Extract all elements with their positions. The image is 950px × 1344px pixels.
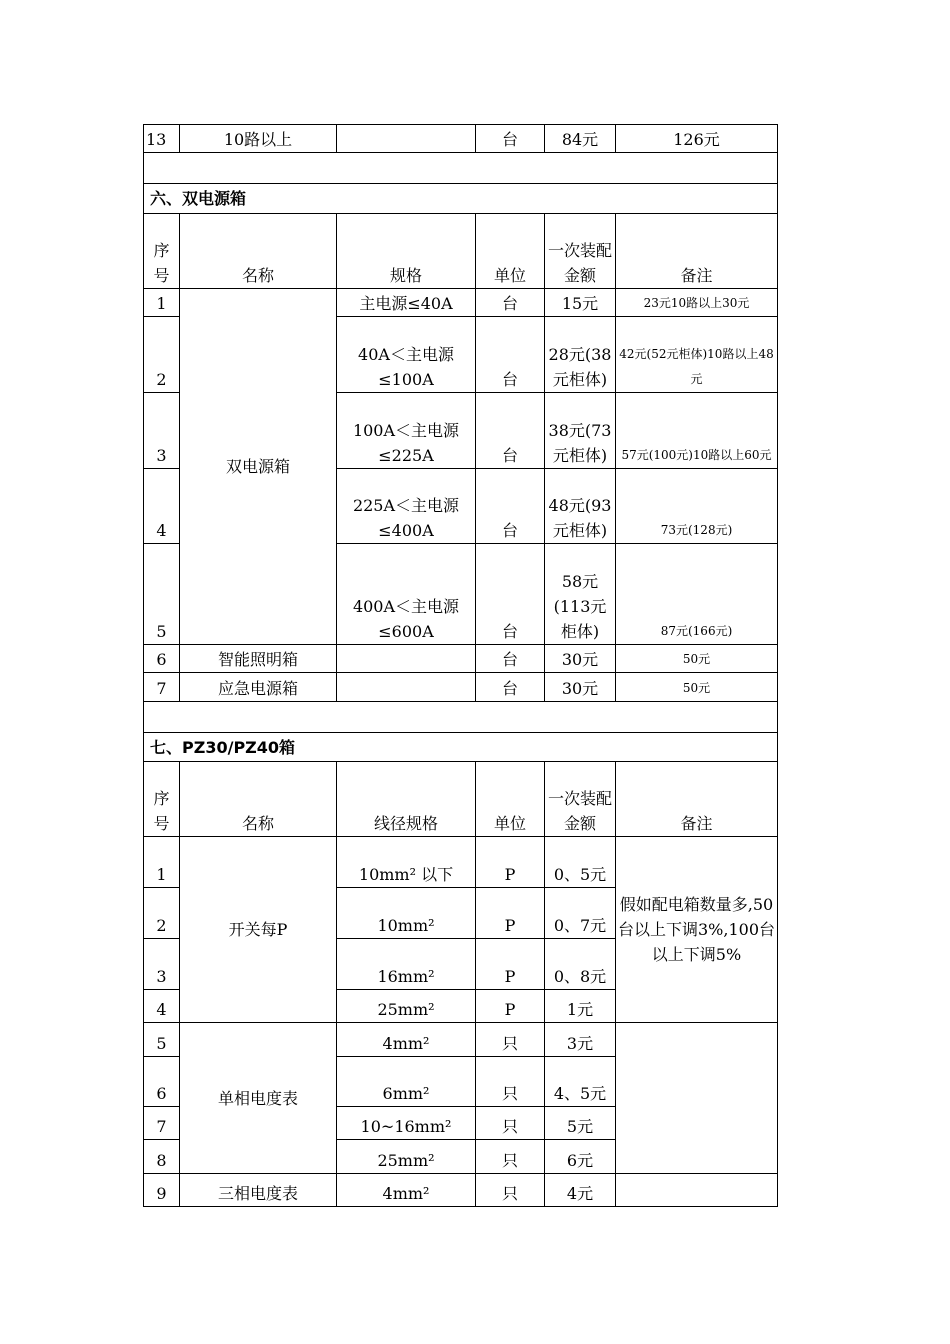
item-note: 57元(100元)10路以上60元	[616, 393, 778, 469]
row-number: 13	[144, 125, 180, 153]
table-row	[144, 673, 778, 702]
item-price: 0、5元	[545, 837, 616, 888]
item-unit: 只	[476, 1107, 545, 1140]
item-unit: 只	[476, 1023, 545, 1057]
item-unit: 只	[476, 1174, 545, 1207]
row-number: 6	[144, 645, 180, 673]
item-unit: 台	[476, 544, 545, 645]
item-spec: 10~16mm²	[337, 1107, 476, 1140]
header-note: 备注	[616, 214, 778, 289]
row-number: 3	[144, 939, 180, 990]
group-name: 单相电度表	[180, 1023, 337, 1174]
item-note: 50元	[616, 645, 778, 673]
item-spec: 6mm²	[337, 1057, 476, 1107]
table-row	[144, 837, 778, 888]
table-row	[144, 125, 778, 153]
item-unit: P	[476, 990, 545, 1023]
row-number: 7	[144, 1107, 180, 1140]
item-price: 84元	[545, 125, 616, 153]
item-price: 38元(73元柜体)	[545, 393, 616, 469]
item-price: 58元(113元柜体)	[545, 544, 616, 645]
item-spec: 主电源≤40A	[337, 289, 476, 317]
item-unit: P	[476, 888, 545, 939]
item-spec: 10mm²	[337, 888, 476, 939]
header-unit: 单位	[476, 762, 545, 837]
price-table-page	[143, 124, 777, 1207]
item-price: 5元	[545, 1107, 616, 1140]
item-unit: 台	[476, 645, 545, 673]
table-row	[144, 645, 778, 673]
item-spec: 4mm²	[337, 1023, 476, 1057]
section-title-row	[144, 184, 778, 214]
item-unit: 台	[476, 317, 545, 393]
header-price: 一次装配金额	[545, 762, 616, 837]
item-price: 6元	[545, 1140, 616, 1174]
spacer-row	[144, 702, 778, 733]
section-title-row	[144, 733, 778, 762]
item-note: 50元	[616, 673, 778, 702]
section-title: 六、双电源箱	[144, 184, 778, 214]
row-number: 6	[144, 1057, 180, 1107]
row-number: 1	[144, 289, 180, 317]
item-spec	[337, 645, 476, 673]
item-name: 智能照明箱	[180, 645, 337, 673]
section-title: 七、PZ30/PZ40箱	[144, 733, 778, 762]
table-row	[144, 1023, 778, 1057]
header-unit: 单位	[476, 214, 545, 289]
item-price: 4元	[545, 1174, 616, 1207]
item-price: 30元	[545, 673, 616, 702]
item-price: 0、7元	[545, 888, 616, 939]
item-price: 4、5元	[545, 1057, 616, 1107]
header-row	[144, 762, 778, 837]
item-spec: 4mm²	[337, 1174, 476, 1207]
row-number: 4	[144, 469, 180, 544]
price-table	[143, 124, 778, 1207]
header-no: 序号	[144, 214, 180, 289]
spacer-row	[144, 153, 778, 184]
item-price: 30元	[545, 645, 616, 673]
header-note: 备注	[616, 762, 778, 837]
item-spec	[337, 125, 476, 153]
item-note	[616, 1174, 778, 1207]
item-unit: 台	[476, 673, 545, 702]
group-name: 开关每P	[180, 837, 337, 1023]
item-note: 42元(52元柜体)10路以上48元	[616, 317, 778, 393]
item-name: 应急电源箱	[180, 673, 337, 702]
item-spec: 400A＜主电源≤600A	[337, 544, 476, 645]
row-number: 5	[144, 544, 180, 645]
item-unit: 台	[476, 289, 545, 317]
item-note: 126元	[616, 125, 778, 153]
table-row	[144, 1174, 778, 1207]
header-spec: 规格	[337, 214, 476, 289]
header-name: 名称	[180, 214, 337, 289]
item-name: 三相电度表	[180, 1174, 337, 1207]
table-row	[144, 289, 778, 317]
row-number: 9	[144, 1174, 180, 1207]
header-row	[144, 214, 778, 289]
item-price: 0、8元	[545, 939, 616, 990]
item-spec: 25mm²	[337, 990, 476, 1023]
item-unit: 只	[476, 1057, 545, 1107]
item-unit: P	[476, 837, 545, 888]
item-unit: 只	[476, 1140, 545, 1174]
item-note: 23元10路以上30元	[616, 289, 778, 317]
item-name: 10路以上	[180, 125, 337, 153]
group-name: 双电源箱	[180, 289, 337, 645]
item-spec: 100A＜主电源≤225A	[337, 393, 476, 469]
item-unit: P	[476, 939, 545, 990]
item-price: 1元	[545, 990, 616, 1023]
row-number: 4	[144, 990, 180, 1023]
item-price: 15元	[545, 289, 616, 317]
item-price: 28元(38元柜体)	[545, 317, 616, 393]
item-spec: 16mm²	[337, 939, 476, 990]
group-note: 假如配电箱数量多,50台以上下调3%,100台以上下调5%	[616, 837, 778, 1023]
item-price: 48元(93元柜体)	[545, 469, 616, 544]
row-number: 3	[144, 393, 180, 469]
group-note	[616, 1023, 778, 1174]
item-note: 87元(166元)	[616, 544, 778, 645]
header-name: 名称	[180, 762, 337, 837]
item-note: 73元(128元)	[616, 469, 778, 544]
item-price: 3元	[545, 1023, 616, 1057]
row-number: 2	[144, 888, 180, 939]
item-unit: 台	[476, 125, 545, 153]
row-number: 1	[144, 837, 180, 888]
item-unit: 台	[476, 393, 545, 469]
item-spec	[337, 673, 476, 702]
header-no: 序号	[144, 762, 180, 837]
header-spec: 线径规格	[337, 762, 476, 837]
row-number: 5	[144, 1023, 180, 1057]
item-spec: 225A＜主电源≤400A	[337, 469, 476, 544]
row-number: 2	[144, 317, 180, 393]
header-price: 一次装配金额	[545, 214, 616, 289]
item-spec: 40A＜主电源≤100A	[337, 317, 476, 393]
row-number: 7	[144, 673, 180, 702]
row-number: 8	[144, 1140, 180, 1174]
item-spec: 10mm² 以下	[337, 837, 476, 888]
item-unit: 台	[476, 469, 545, 544]
item-spec: 25mm²	[337, 1140, 476, 1174]
